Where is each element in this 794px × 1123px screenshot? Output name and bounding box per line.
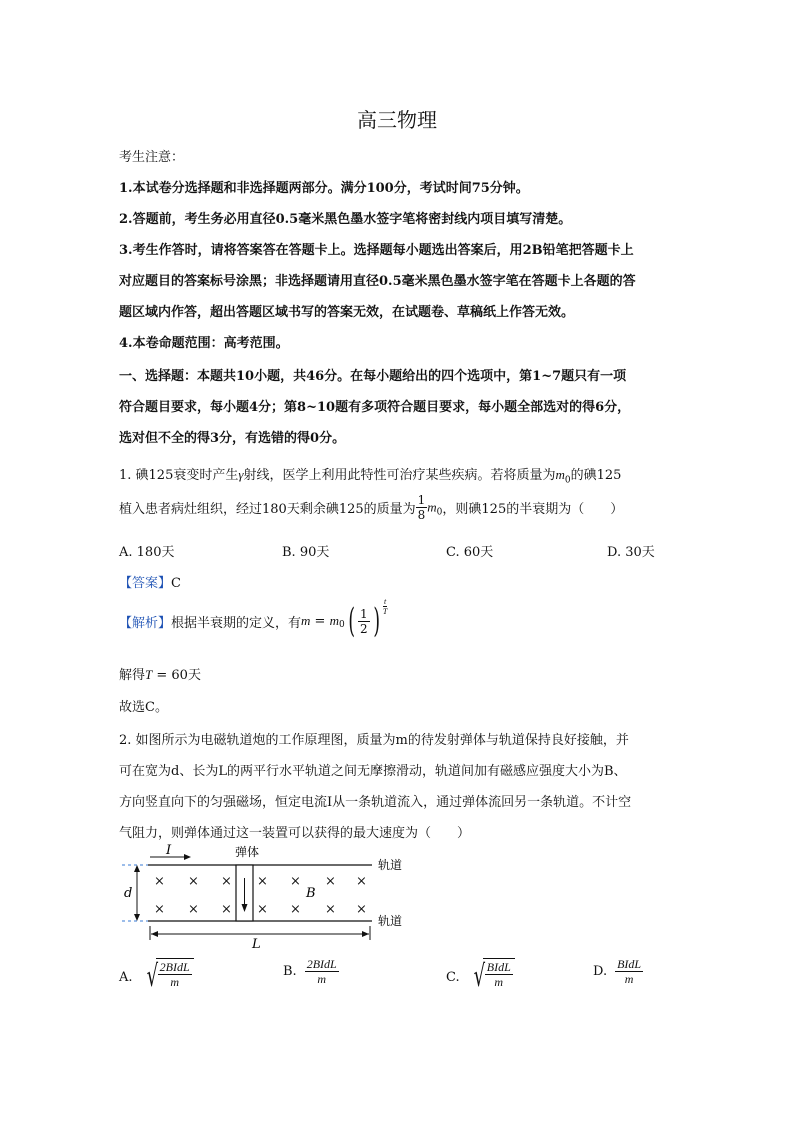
- paren-right: ): [372, 601, 380, 641]
- label-rail-bottom: 轨道: [378, 914, 403, 928]
- section-instruction: 一、选择题：本题共10小题，共46分。在每小题给出的四个选项中，第1~7题只有一项: [119, 369, 627, 384]
- option-d: D. 30天: [607, 545, 655, 560]
- question-1-line1: 1. 碘125衰变时产生γ射线，医学上利用此特性可治疗某些疾病。若将质量为$m_0$的碘125: [119, 467, 622, 486]
- answer-value: C: [171, 576, 181, 591]
- section-instruction: 符合题目要求，每小题4分；第8~10题有多项符合题目要求，每小题全部选对的得6分，: [119, 400, 631, 415]
- current-arrowhead: [184, 854, 191, 860]
- notice-item: 3.考生作答时，请将答案答在答题卡上。选择题每小题选出答案后，用2B铅笔把答题卡上: [119, 243, 634, 258]
- notice-item: 题区域内作答，超出答题区域书写的答案无效，在试题卷、草稿纸上作答无效。: [119, 305, 575, 320]
- fraction-one-eighth: $\frac{1}{8}$: [417, 493, 426, 522]
- field-cross: ×: [290, 874, 301, 889]
- field-cross: ×: [257, 902, 268, 917]
- sqrt-sign: √ $\frac{\text{2BIdL}}{m}$: [139, 958, 194, 996]
- label-L: L: [252, 937, 261, 952]
- q2-option-a: A. √ $\frac{\text{2BIdL}}{m}$: [119, 958, 194, 996]
- label-I: I: [166, 843, 172, 858]
- label-d: d: [124, 886, 133, 901]
- fraction-one-half: $\frac{1}{2}$: [359, 606, 368, 636]
- notice-item: 2.答题前，考生务必用直径0.5毫米黑色墨水签字笔将密封线内项目填写清楚。: [119, 212, 572, 227]
- q2-option-c: C. √ $\frac{\text{BIdL}}{m}$: [446, 958, 515, 996]
- answer-line: [119, 572, 181, 591]
- label-rail-top: 轨道: [378, 858, 403, 872]
- field-cross: ×: [325, 874, 336, 889]
- railgun-diagram: [110, 842, 430, 954]
- question-2-line: 气阻力，则弹体通过这一装置可以获得的最大速度为（ ）: [119, 826, 471, 841]
- gamma-symbol: γ: [238, 467, 244, 482]
- field-cross: ×: [154, 874, 165, 889]
- question-2-line: 可在宽为d、长为L的两平行水平轨道之间无摩擦滑动，轨道间加有磁感应强度大小为B、: [119, 764, 627, 779]
- answer-tag: 【答案】: [119, 576, 172, 591]
- field-cross: ×: [188, 874, 199, 889]
- conclusion-line: 故选C。: [119, 700, 168, 715]
- field-cross: ×: [154, 902, 165, 917]
- notice-item: 对应题目的答案标号涂黑；非选择题请用直径0.5毫米黑色墨水签字笔在答题卡上各题的答: [119, 274, 636, 289]
- question-1-line2: 植入患者病灶组织，经过180天剩余碘125的质量为 $\frac{1}{8}$ $m_0$，则碘125的半衰期为（ ）: [119, 493, 624, 522]
- field-cross: ×: [290, 902, 301, 917]
- notice-heading: 考生注意：: [119, 150, 185, 165]
- paren-left: (: [348, 601, 355, 641]
- label-B: B: [306, 886, 316, 901]
- notice-item: 4.本卷命题范围：高考范围。: [119, 336, 289, 351]
- sqrt-sign: √ $\frac{\text{BIdL}}{m}$: [466, 958, 515, 996]
- option-a: A. 180天: [119, 545, 175, 560]
- field-cross: ×: [188, 902, 199, 917]
- solve-line: 解得T = 60天: [119, 667, 201, 683]
- analysis-tag: 【解析】: [119, 615, 172, 631]
- exponent-t-over-T: $\frac{t}{T}$: [382, 597, 388, 616]
- question-2-line: 2. 如图所示为电磁轨道炮的工作原理图，质量为m的待发射弹体与轨道保持良好接触，并: [119, 733, 629, 748]
- field-cross: ×: [257, 874, 268, 889]
- option-c: C. 60天: [446, 545, 494, 560]
- section-instruction: 选对但不全的得3分，有选错的得0分。: [119, 431, 346, 446]
- q2-option-b: B. $\frac{\text{2BIdL}}{m}$: [283, 957, 337, 986]
- question-2-line: 方向竖直向下的匀强磁场，恒定电流I从一条轨道流入，通过弹体流回另一条轨道。不计空: [119, 795, 632, 810]
- field-cross: ×: [325, 902, 336, 917]
- label-projectile: 弹体: [235, 845, 260, 859]
- field-cross: ×: [221, 874, 232, 889]
- field-cross: ×: [221, 902, 232, 917]
- page-title: 高三物理: [357, 108, 437, 132]
- notice-item: 1.本试卷分选择题和非选择题两部分。满分100分，考试时间75分钟。: [119, 181, 529, 196]
- option-b: B. 90天: [282, 545, 330, 560]
- q2-option-d: D. $\frac{\text{BIdL}}{m}$: [593, 957, 642, 986]
- field-cross: ×: [356, 874, 367, 889]
- field-cross: ×: [356, 902, 367, 917]
- analysis-line: 【解析】 根据半衰期的定义，有 m = m $_0$ ( $\frac{1}{2}$ ) $\frac{t}{T}$: [119, 597, 388, 641]
